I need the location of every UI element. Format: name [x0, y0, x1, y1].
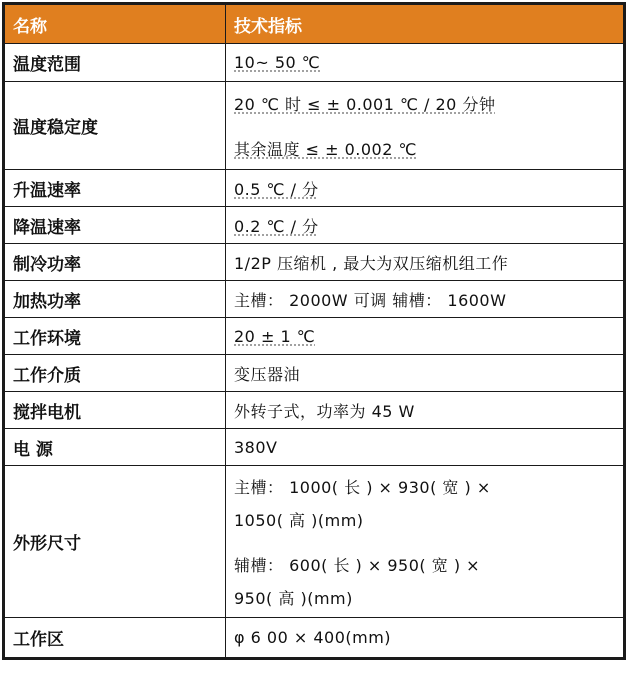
row-label: 升温速率: [5, 170, 226, 207]
spec-sheet: [2, 2, 626, 660]
table-row: [5, 44, 624, 82]
row-label: 电 源: [5, 429, 226, 466]
row-label: 工作介质: [5, 355, 226, 392]
row-label: 搅拌电机: [5, 392, 226, 429]
value-text: 10~ 50 ℃: [234, 53, 321, 72]
row-value: 变压器油: [226, 355, 624, 392]
table-row: [5, 466, 624, 618]
row-value: [226, 44, 624, 82]
row-label: 工作区: [5, 618, 226, 658]
row-label: 外形尺寸: [5, 466, 226, 618]
header-spec: 技术指标: [226, 5, 624, 44]
row-value: φ 6 00 × 400(mm): [226, 618, 624, 658]
table-row: [5, 618, 624, 658]
table-row: [5, 355, 624, 392]
row-value: 380V: [226, 429, 624, 466]
table-row: [5, 82, 624, 170]
table-row: [5, 170, 624, 207]
value-text: 20 ℃ 时 ≤ ± 0.001 ℃ / 20 分钟: [234, 94, 496, 114]
header-name: 名称: [5, 5, 226, 44]
table-row: [5, 207, 624, 244]
table-row: [5, 318, 624, 355]
value-text: 0.5 ℃ / 分: [234, 179, 319, 199]
table-row: [5, 392, 624, 429]
value-text: 主槽： 1000( 长 ) × 930( 宽 ) ×: [234, 477, 491, 497]
row-label: 制冷功率: [5, 244, 226, 281]
table-row: [5, 281, 624, 318]
row-label: 温度范围: [5, 44, 226, 82]
row-value: [226, 466, 624, 618]
row-label: 温度稳定度: [5, 82, 226, 170]
row-label: 降温速率: [5, 207, 226, 244]
row-value: [226, 82, 624, 170]
table-row: [5, 244, 624, 281]
value-text: 950( 高 )(mm): [234, 588, 353, 608]
row-value: 外转子式，功率为 45 W: [226, 392, 624, 429]
value-text: 1050( 高 )(mm): [234, 510, 364, 530]
row-value: [226, 170, 624, 207]
row-label: 工作环境: [5, 318, 226, 355]
value-text: 其余温度 ≤ ± 0.002 ℃: [234, 139, 417, 159]
row-value: [226, 207, 624, 244]
header-row: [5, 5, 624, 44]
row-value: [226, 318, 624, 355]
value-text: 辅槽： 600( 长 ) × 950( 宽 ) ×: [234, 555, 481, 575]
spec-table: [4, 4, 624, 658]
table-row: [5, 429, 624, 466]
value-text: 0.2 ℃ / 分: [234, 216, 319, 236]
row-label: 加热功率: [5, 281, 226, 318]
value-text: 20 ± 1 ℃: [234, 326, 316, 346]
row-value: 主槽： 2000W 可调 辅槽： 1600W: [226, 281, 624, 318]
row-value: 1/2P 压缩机 , 最大为双压缩机组工作: [226, 244, 624, 281]
